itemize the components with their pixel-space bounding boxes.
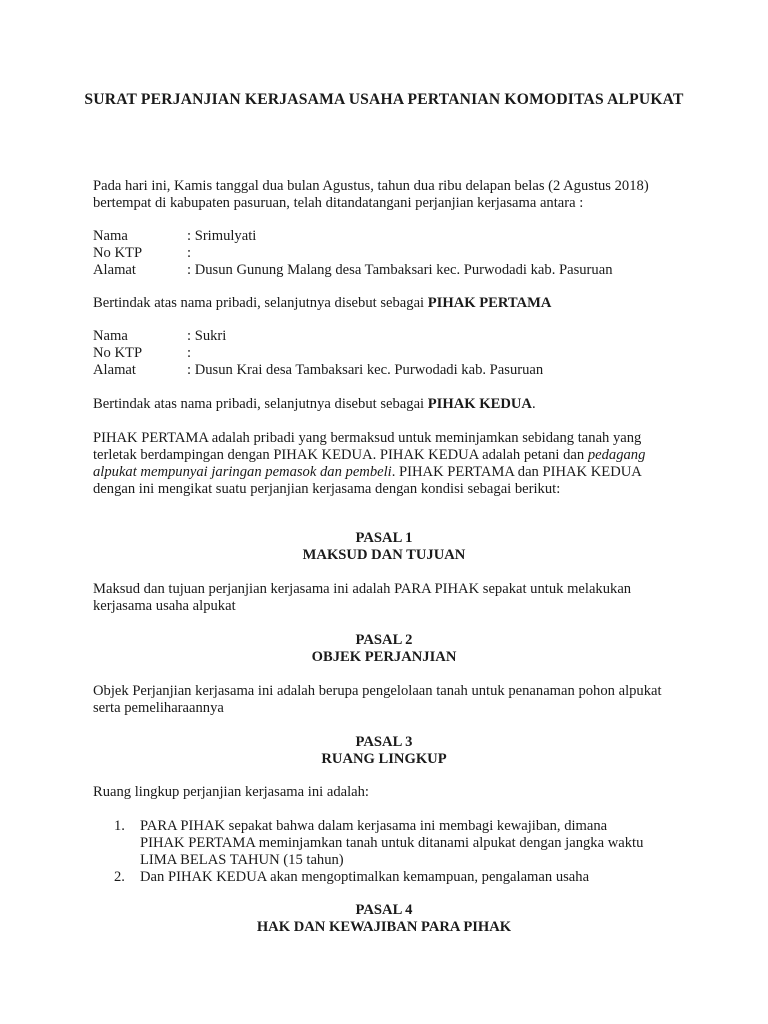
- party2-address-row: [93, 362, 673, 379]
- party2-name-value: : Sukri: [187, 328, 227, 344]
- party2-address-label: Alamat: [93, 362, 136, 378]
- party2-identity: [93, 328, 673, 379]
- party1-name-label: Nama: [93, 228, 128, 244]
- party2-address-value: : Dusun Krai desa Tambaksari kec. Purwodadi kab. Pasuruan: [187, 362, 544, 378]
- list-item: [93, 869, 653, 886]
- pasal1-heading: MAKSUD DAN TUJUAN: [302, 547, 466, 563]
- party2-role-prefix: Bertindak atas nama pribadi, selanjutnya disebut sebagai: [93, 396, 428, 412]
- pasal1-number: PASAL 1: [355, 530, 413, 546]
- list-item-number: 2.: [114, 869, 125, 885]
- pasal4-number: PASAL 4: [355, 902, 413, 918]
- pasal4-heading: HAK DAN KEWAJIBAN PARA PIHAK: [256, 919, 512, 935]
- party1-ktp-value: :: [187, 245, 192, 261]
- pasal2-body: Objek Perjanjian kerjasama ini adalah berupa pengelolaan tanah untuk penanaman pohon alpukat serta pemeliharaannya: [93, 683, 662, 716]
- party1-role-name: PIHAK PERTAMA: [427, 295, 552, 311]
- pasal1-body: Maksud dan tujuan perjanjian kerjasama ini adalah PARA PIHAK sepakat untuk melakukan kerjasama usaha alpukat: [93, 581, 632, 614]
- party2-name-label: Nama: [93, 328, 128, 344]
- pasal2-number: PASAL 2: [355, 632, 413, 648]
- description-italic: pedagang alpukat mempunyai jaringan pemasok dan pembeli: [93, 447, 646, 480]
- party2-ktp-row: [93, 345, 673, 362]
- list-item-number: 1.: [114, 818, 125, 834]
- pasal2-heading: OBJEK PERJANJIAN: [311, 649, 457, 665]
- party1-address-label: Alamat: [93, 262, 136, 278]
- intro-paragraph: Pada hari ini, Kamis tanggal dua bulan Agustus, tahun dua ribu delapan belas (2 Agustus 2018) bertempat di kabupaten pasuruan, telah ditandatangani perjanjian kerjasama antara :: [93, 178, 649, 211]
- description-part1: PIHAK PERTAMA adalah pribadi yang bermaksud untuk meminjamkan sebidang tanah yang terletak berdampingan dengan PIHAK KEDUA. PIHAK KEDUA adalah petani dan: [93, 430, 642, 463]
- party1-name-value: : Srimulyati: [187, 228, 257, 244]
- party1-role-prefix: Bertindak atas nama pribadi, selanjutnya disebut sebagai: [93, 295, 428, 311]
- party2-role: [93, 396, 673, 413]
- description-part2: . PIHAK PERTAMA dan PIHAK KEDUA dengan ini mengikat suatu perjanjian kerjasama dengan kondisi sebagai berikut:: [93, 464, 642, 497]
- party1-address-value: : Dusun Gunung Malang desa Tambaksari kec. Purwodadi kab. Pasuruan: [187, 262, 613, 278]
- pasal3-body: Ruang lingkup perjanjian kerjasama ini adalah:: [93, 784, 369, 800]
- document-title: SURAT PERJANJIAN KERJASAMA USAHA PERTANIAN KOMODITAS ALPUKAT: [84, 91, 684, 108]
- party2-ktp-value: :: [187, 345, 192, 361]
- party2-name-row: [93, 328, 673, 345]
- party2-ktp-label: No KTP: [93, 345, 143, 361]
- party2-role-suffix: .: [531, 396, 536, 412]
- party1-ktp-row: [93, 245, 673, 262]
- pasal3-heading: RUANG LINGKUP: [321, 751, 447, 767]
- pasal3-number: PASAL 3: [355, 734, 413, 750]
- list-item-text: Dan PIHAK KEDUA akan mengoptimalkan kemampuan, pengalaman usaha: [140, 869, 590, 885]
- party1-address-row: [93, 262, 673, 279]
- party1-name-row: [93, 228, 673, 245]
- party1-identity: [93, 228, 673, 279]
- party2-role-name: PIHAK KEDUA: [427, 396, 532, 412]
- party1-role: [93, 295, 673, 312]
- description-paragraph: [93, 430, 661, 498]
- list-item: [93, 818, 653, 869]
- scope-list: [93, 818, 653, 886]
- list-item-text: PARA PIHAK sepakat bahwa dalam kerjasama ini membagi kewajiban, dimana PIHAK PERTAMA meminjamkan tanah untuk ditanami alpukat dengan jangka waktu LIMA BELAS TAHUN (15 tahun): [140, 818, 644, 868]
- party1-ktp-label: No KTP: [93, 245, 143, 261]
